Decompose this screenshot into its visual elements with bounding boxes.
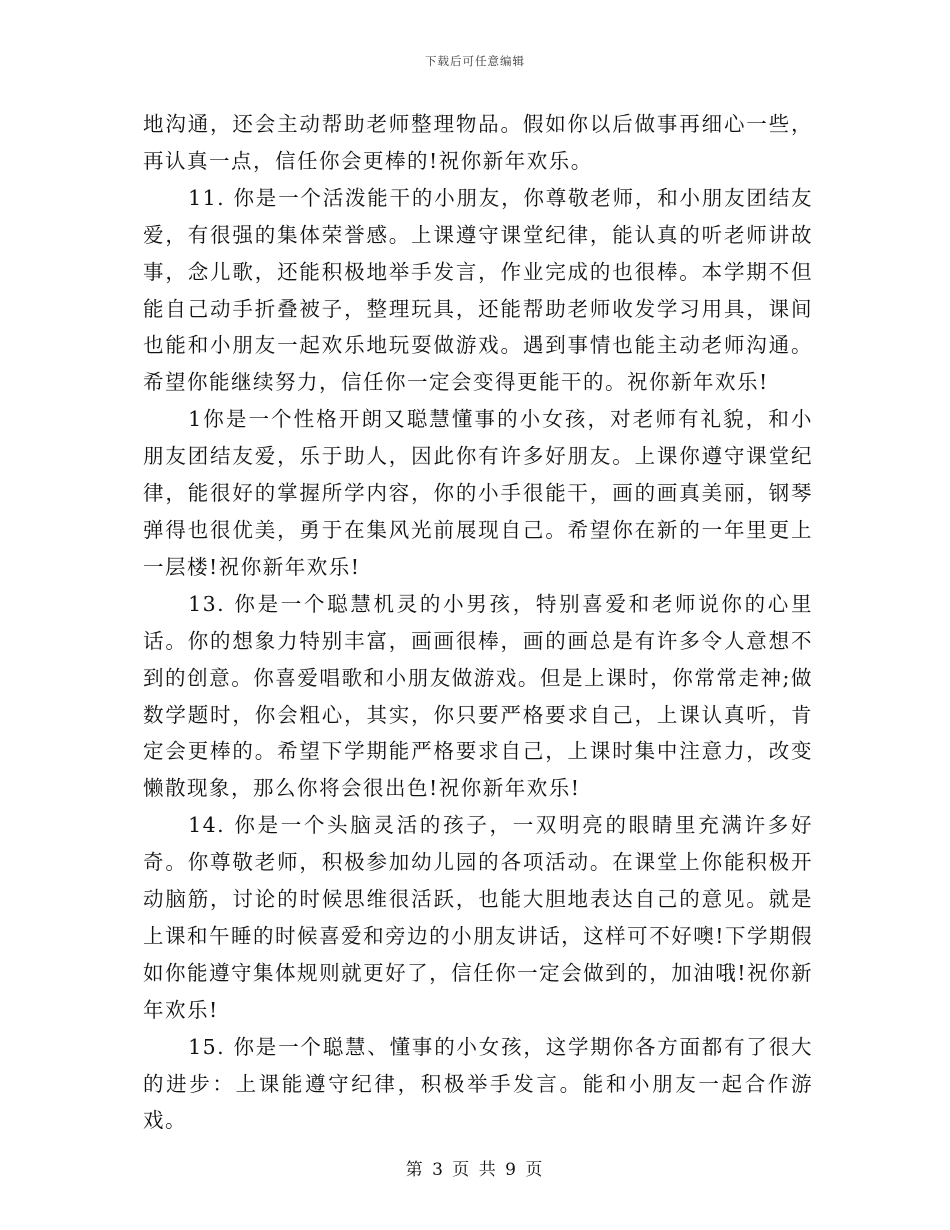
paragraph-continuation: 地沟通，还会主动帮助老师整理物品。假如你以后做事再细心一些，再认真一点，信任你会更棒的!祝你新年欢乐。 xyxy=(143,112,813,173)
paragraph-12: 1你是一个性格开朗又聪慧懂事的小女孩，对老师有礼貌，和小朋友团结友爱，乐于助人，因此你有许多好朋友。上课你遵守课堂纪律，能很好的掌握所学内容，你的小手很能干，画的画真美丽，钢琴弹得也很优美，勇于在集风光前展现自己。希望你在新的一年里更上一层楼!祝你新年欢乐! xyxy=(143,407,813,579)
paragraph-14: 14. 你是一个头脑灵活的孩子，一双明亮的眼睛里充满许多好奇。你尊敬老师，积极参加幼儿园的各项活动。在课堂上你能积极开动脑筋，讨论的时候思维很活跃，也能大胆地表达自己的意见。就是上课和午睡的时候喜爱和旁边的小朋友讲话，这样可不好噢!下学期假如你能遵守集体规则就更好了，信任你一定会做到的，加油哦!祝你新年欢乐! xyxy=(143,813,813,1022)
paragraph-11: 11. 你是一个活泼能干的小朋友，你尊敬老师，和小朋友团结友爱，有很强的集体荣誉感。上课遵守课堂纪律，能认真的听老师讲故事，念儿歌，还能积极地举手发言，作业完成的也很棒。本学期不但能自己动手折叠被子，整理玩具，还能帮助老师收发学习用具，课间也能和小朋友一起欢乐地玩耍做游戏。遇到事情也能主动老师沟通。希望你能继续努力，信任你一定会变得更能干的。祝你新年欢乐! xyxy=(143,185,813,395)
document-body xyxy=(143,106,813,1139)
page-header: 下载后可任意编辑 xyxy=(425,54,525,68)
paragraph-15: 15. 你是一个聪慧、懂事的小女孩，这学期你各方面都有了很大的进步：上课能遵守纪律，积极举手发言。能和小朋友一起合作游戏。 xyxy=(143,1034,813,1133)
page-footer: 第 3 页 共 9 页 xyxy=(405,1160,545,1180)
paragraph-13: 13. 你是一个聪慧机灵的小男孩，特别喜爱和老师说你的心里话。你的想象力特别丰富，画画很棒，画的画总是有许多令人意想不到的创意。你喜爱唱歌和小朋友做游戏。但是上课时，你常常走神;做数学题时，你会粗心，其实，你只要严格要求自己，上课认真听，肯定会更棒的。希望下学期能严格要求自己，上课时集中注意力，改变懒散现象，那么你将会很出色!祝你新年欢乐! xyxy=(143,591,813,801)
